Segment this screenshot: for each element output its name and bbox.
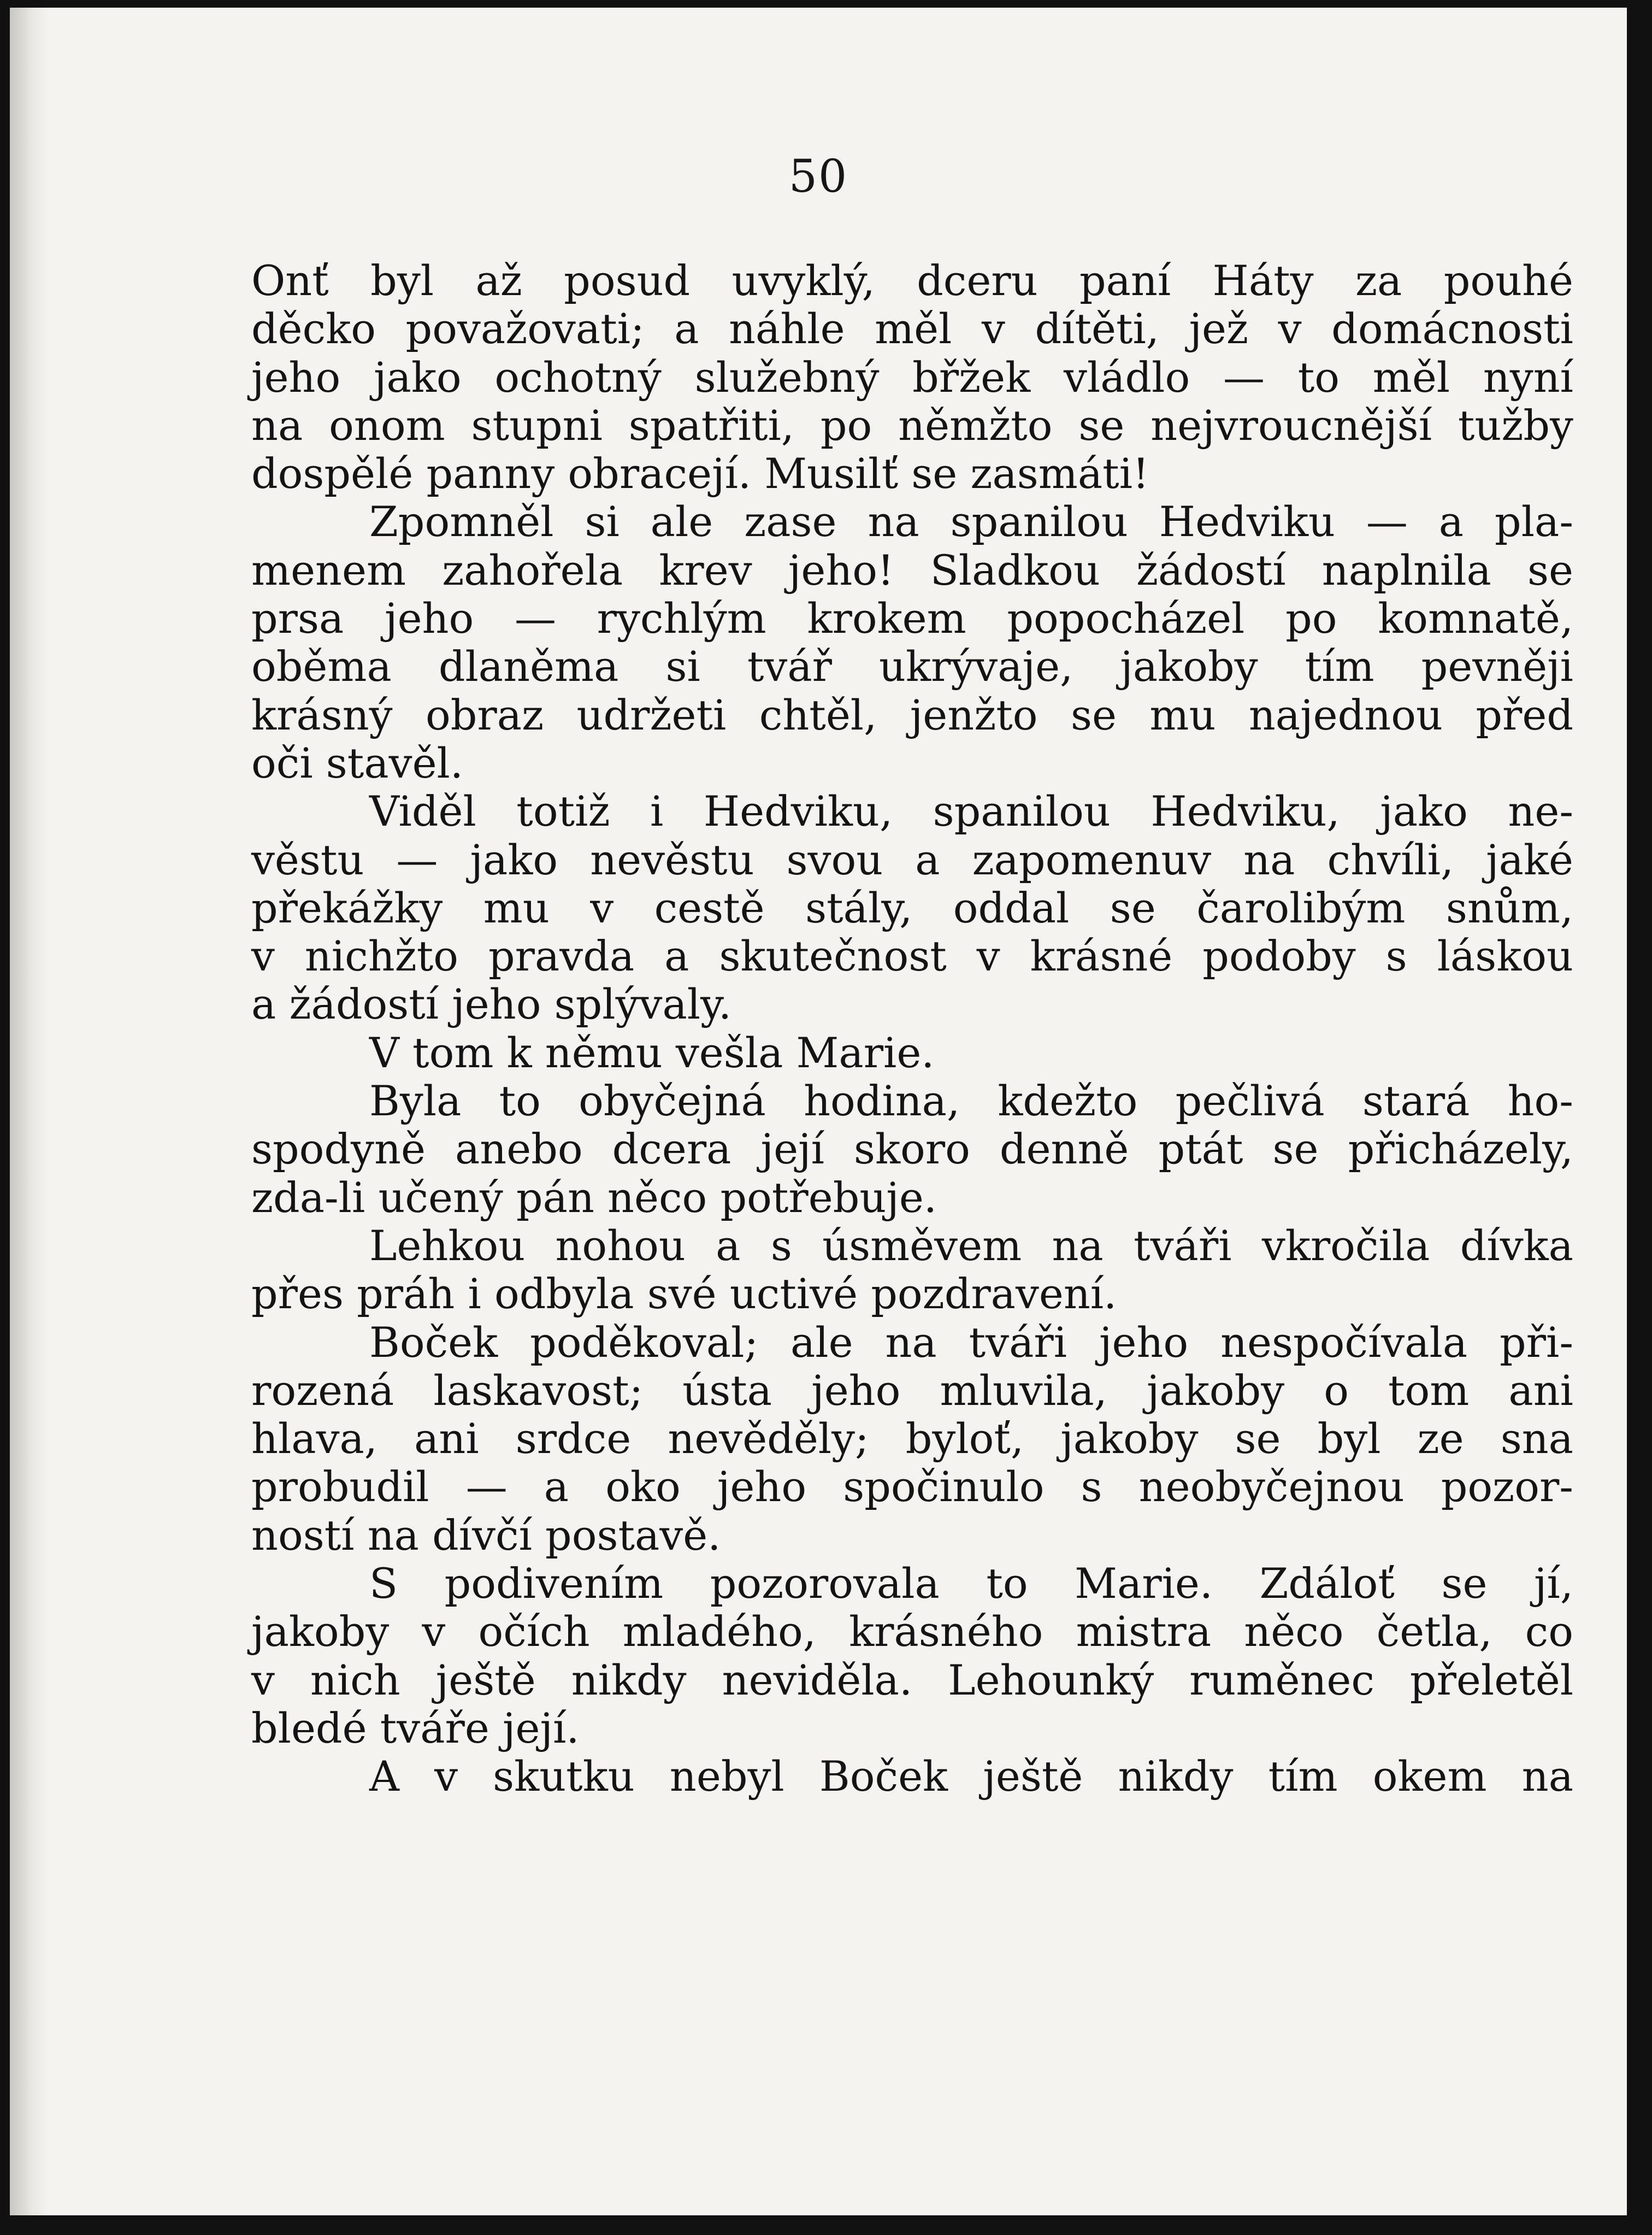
text-line: prsa jeho — rychlým krokem popocházel po komnatě, — [251, 594, 1573, 643]
text-line: Lehkou nohou a s úsměvem na tváři vkročila dívka — [369, 1221, 1573, 1270]
page-number: 50 — [788, 151, 848, 203]
text-line: V tom k němu vešla Marie. — [369, 1028, 935, 1077]
text-line: menem zahořela krev jeho! Sladkou žádostí naplnila se — [251, 545, 1573, 595]
text-line: jakoby v očích mladého, krásného mistra něco četla, co — [251, 1607, 1573, 1656]
text-line: Onť byl až posud uvyklý, dceru paní Háty za pouhé — [251, 256, 1573, 305]
text-line: hlava, ani srdce nevěděly; byloť, jakoby se byl ze sna — [251, 1414, 1573, 1463]
text-line: rozená laskavost; ústa jeho mluvila, jakoby o tom ani — [251, 1366, 1573, 1415]
text-line: dospělé panny obracejí. Musilť se zasmáti! — [251, 449, 1149, 498]
text-line: A v skutku nebyl Boček ještě nikdy tím okem na — [369, 1752, 1573, 1801]
text-line: Viděl totiž i Hedviku, spanilou Hedviku, jako ne- — [369, 787, 1573, 836]
text-line: Byla to obyčejná hodina, kdežto pečlivá stará ho- — [369, 1077, 1573, 1126]
page-gutter-shadow — [10, 8, 48, 2215]
text-line: překážky mu v cestě stály, oddal se čarolibým snům, — [251, 883, 1573, 932]
text-line: oči stavěl. — [251, 738, 464, 787]
text-line: děcko považovati; a náhle měl v dítěti, jež v domácnosti — [251, 304, 1573, 354]
text-line: ností na dívčí postavě. — [251, 1510, 721, 1560]
text-line: S podivením pozorovala to Marie. Zdálоť se jí, — [369, 1559, 1573, 1608]
text-line: bledé tváře její. — [251, 1703, 580, 1752]
text-line: Boček poděkoval; ale na tváři jeho nespočívala při- — [369, 1318, 1573, 1367]
text-line: přes práh i odbyla své uctivé pozdravení. — [251, 1269, 1117, 1319]
body-text — [251, 257, 1573, 1801]
text-line: a žádostí jeho splývaly. — [251, 980, 732, 1029]
text-line: probudil — a oko jeho spočinulo s neobyčejnou pozor- — [251, 1462, 1573, 1511]
text-line: krásný obraz udržeti chtěl, jenžto se mu najednou před — [251, 690, 1573, 739]
text-line: věstu — jako nevěstu svou a zapomenuv na chvíli, jaké — [251, 835, 1573, 884]
text-line: zda-li učený pán něco potřebuje. — [251, 1173, 937, 1222]
text-line: oběma dlaněma si tvář ukrývaje, jakoby tím pevněji — [251, 642, 1573, 691]
text-line: na onom stupni spatřiti, po němžto se nejvroucnější tužby — [251, 401, 1573, 450]
text-line: v nich ještě nikdy neviděla. Lehounký ruměnec přeletěl — [251, 1655, 1573, 1704]
text-line: Zpomněl si ale zase na spanilou Hedviku — a pla- — [369, 497, 1573, 546]
text-line: jeho jako ochotný služebný břžek vládlo — to měl nyní — [251, 352, 1573, 402]
book-page — [10, 8, 1627, 2215]
text-line: spodyně anebo dcera její skoro denně ptát se přicházely, — [251, 1125, 1573, 1174]
text-line: v nichžto pravda a skutečnost v krásné podoby s láskou — [251, 932, 1573, 981]
